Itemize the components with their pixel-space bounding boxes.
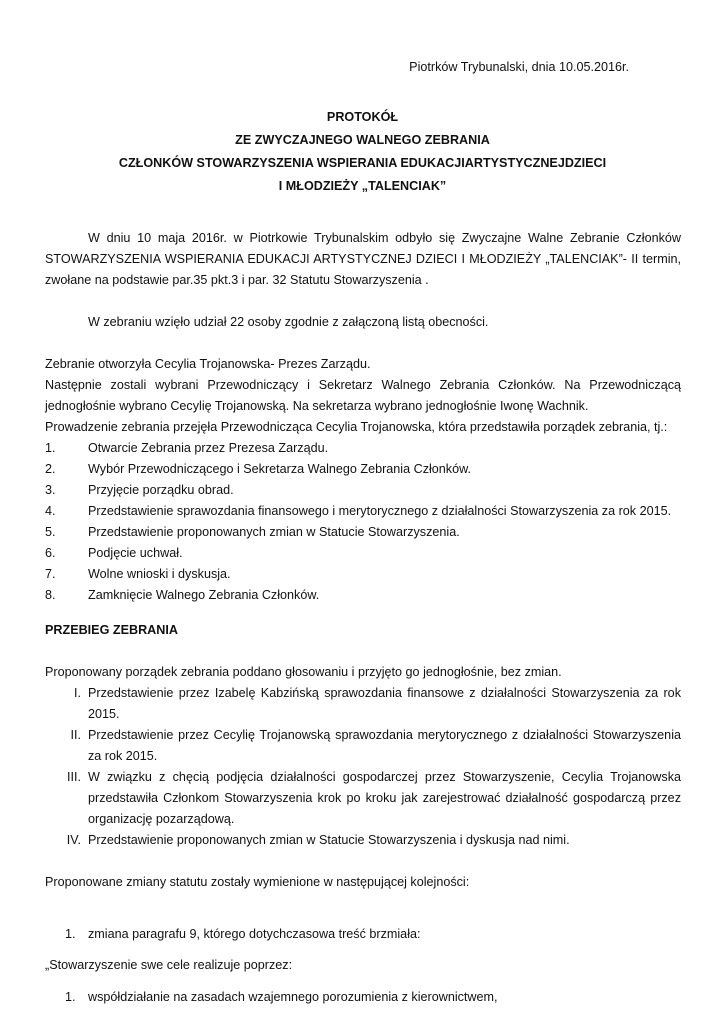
proceedings-list bbox=[45, 683, 681, 851]
place-date: Piotrków Trybunalski, dnia 10.05.2016r. bbox=[409, 60, 629, 74]
proceedings-item-number: II. bbox=[70, 728, 81, 742]
agenda-item: 2. Wybór Przewodniczącego i Sekretarza Walnego Zebrania Członków. bbox=[45, 462, 472, 476]
quoted-list bbox=[45, 987, 681, 1008]
agenda-item-text: Wybór Przewodniczącego i Sekretarza Walnego Zebrania Członków. bbox=[88, 462, 472, 476]
proceedings-item bbox=[45, 683, 681, 725]
changes-item-text: zmiana paragrafu 9, którego dotychczasowa treść brzmiała: bbox=[88, 927, 421, 941]
quoted-item bbox=[45, 987, 681, 1008]
agenda-item-text: Przedstawienie sprawozdania finansowego i merytorycznego z działalności Stowarzyszenia za rok 2015. bbox=[88, 504, 672, 518]
agenda-item: 7. Wolne wnioski i dyskusja. bbox=[45, 567, 231, 581]
agenda-item-text: Podjęcie uchwał. bbox=[88, 546, 183, 560]
quoted-item-number: 1. bbox=[65, 990, 76, 1004]
agenda-item: 4. Przedstawienie sprawozdania finansowego i merytorycznego z działalności Stowarzyszenia za rok 2015. bbox=[45, 504, 672, 518]
agenda-item-text: Przedstawienie proponowanych zmian w Statucie Stowarzyszenia. bbox=[88, 525, 460, 539]
attendance-paragraph: W zebraniu wzięło udział 22 osoby zgodnie z załączoną listą obecności. bbox=[88, 315, 489, 329]
agenda-item: 3. Przyjęcie porządku obrad. bbox=[45, 483, 234, 497]
agenda-item-text: Przyjęcie porządku obrad. bbox=[88, 483, 234, 497]
document-body bbox=[45, 228, 681, 1008]
changes-intro: Proponowane zmiany statutu zostały wymienione w następującej kolejności: bbox=[45, 875, 470, 889]
title-line-2: ZE ZWYCZAJNEGO WALNEGO ZEBRANIA bbox=[235, 133, 490, 147]
opening-line-1: Zebranie otworzyła Cecylia Trojanowska- Prezes Zarządu. bbox=[45, 357, 371, 371]
opening-line-2: Następnie zostali wybrani Przewodniczący i Sekretarz Walnego Zebrania Członków. Na Przewodniczącą jednogłośnie wybrano Cecylię Trojanowską. Na sekretarza wybrano jednogłośnie Iwonę Wachnik. bbox=[45, 378, 681, 413]
agenda-item-text: Wolne wnioski i dyskusja. bbox=[88, 567, 231, 581]
proceedings-item-number: I. bbox=[74, 686, 81, 700]
quoted-text: „Stowarzyszenie swe cele realizuje poprzez: bbox=[45, 958, 293, 972]
title-line-1: PROTOKÓŁ bbox=[326, 110, 399, 124]
proceedings-item bbox=[45, 725, 681, 767]
title-line-3: CZŁONKÓW STOWARZYSZENIA WSPIERANIA EDUKACJIARTYSTYCZNEJDZIECI bbox=[118, 156, 607, 170]
opening-line-3: Prowadzenie zebrania przejęła Przewodnicząca Cecylia Trojanowska, która przedstawiła porządek zebrania, tj.: bbox=[45, 420, 668, 434]
agenda-item: 8. Zamknięcie Walnego Zebrania Członków. bbox=[45, 588, 320, 602]
intro-paragraph: W dniu 10 maja 2016r. w Piotrkowie Trybunalskim odbyło się Zwyczajne Walne Zebranie Członków STOWARZYSZENIA WSPIERANIA EDUKACJI ARTYSTYCZNEJ DZIECI I MŁODZIEŻY „TALENCIAK”- II termin, zwołane na podstawie par.35 pkt.3 i par. 32 Statutu Stowarzyszenia . bbox=[45, 231, 681, 287]
agenda-item-text: Zamknięcie Walnego Zebrania Członków. bbox=[88, 588, 320, 602]
agenda-item: 5. Przedstawienie proponowanych zmian w Statucie Stowarzyszenia. bbox=[45, 525, 460, 539]
proceedings-intro: Proponowany porządek zebrania poddano głosowaniu i przyjęto go jednogłośnie, bez zmian. bbox=[45, 665, 562, 679]
proceedings-item-number: IV. bbox=[66, 833, 81, 847]
agenda-item: 1. Otwarcie Zebrania przez Prezesa Zarządu. bbox=[45, 441, 329, 455]
proceedings-item-number: III. bbox=[67, 770, 81, 784]
title-line-4: I MŁODZIEŻY „TALENCIAK” bbox=[278, 179, 447, 193]
document-title bbox=[0, 106, 725, 198]
changes-list bbox=[45, 924, 681, 945]
agenda-item-text: Otwarcie Zebrania przez Prezesa Zarządu. bbox=[88, 441, 329, 455]
proceedings-item bbox=[45, 767, 681, 830]
proceedings-item-text: W związku z chęcią podjęcia działalności gospodarczej przez Stowarzyszenie, Cecylia Trojanowska przedstawiła Członkom Stowarzyszenia krok po kroku jak zarejestrować działalność gospodarczą przez organizację pozarządową. bbox=[88, 770, 681, 826]
proceedings-item-text: Przedstawienie proponowanych zmian w Statucie Stowarzyszenia i dyskusja nad nimi. bbox=[88, 833, 570, 847]
changes-item-number: 1. bbox=[65, 927, 76, 941]
changes-item bbox=[45, 924, 681, 945]
quoted-item-text: współdziałanie na zasadach wzajemnego porozumienia z kierownictwem, bbox=[88, 990, 498, 1004]
proceedings-item-text: Przedstawienie przez Cecylię Trojanowską sprawozdania merytorycznego z działalności Stowarzyszenia za rok 2015. bbox=[88, 728, 681, 763]
proceedings-heading: PRZEBIEG ZEBRANIA bbox=[45, 623, 178, 637]
proceedings-item-text: Przedstawienie przez Izabelę Kabzińską sprawozdania finansowe z działalności Stowarzyszenia za rok 2015. bbox=[88, 686, 681, 721]
agenda-item: 6. Podjęcie uchwał. bbox=[45, 546, 183, 560]
proceedings-item bbox=[45, 830, 681, 851]
agenda-list bbox=[45, 438, 681, 606]
